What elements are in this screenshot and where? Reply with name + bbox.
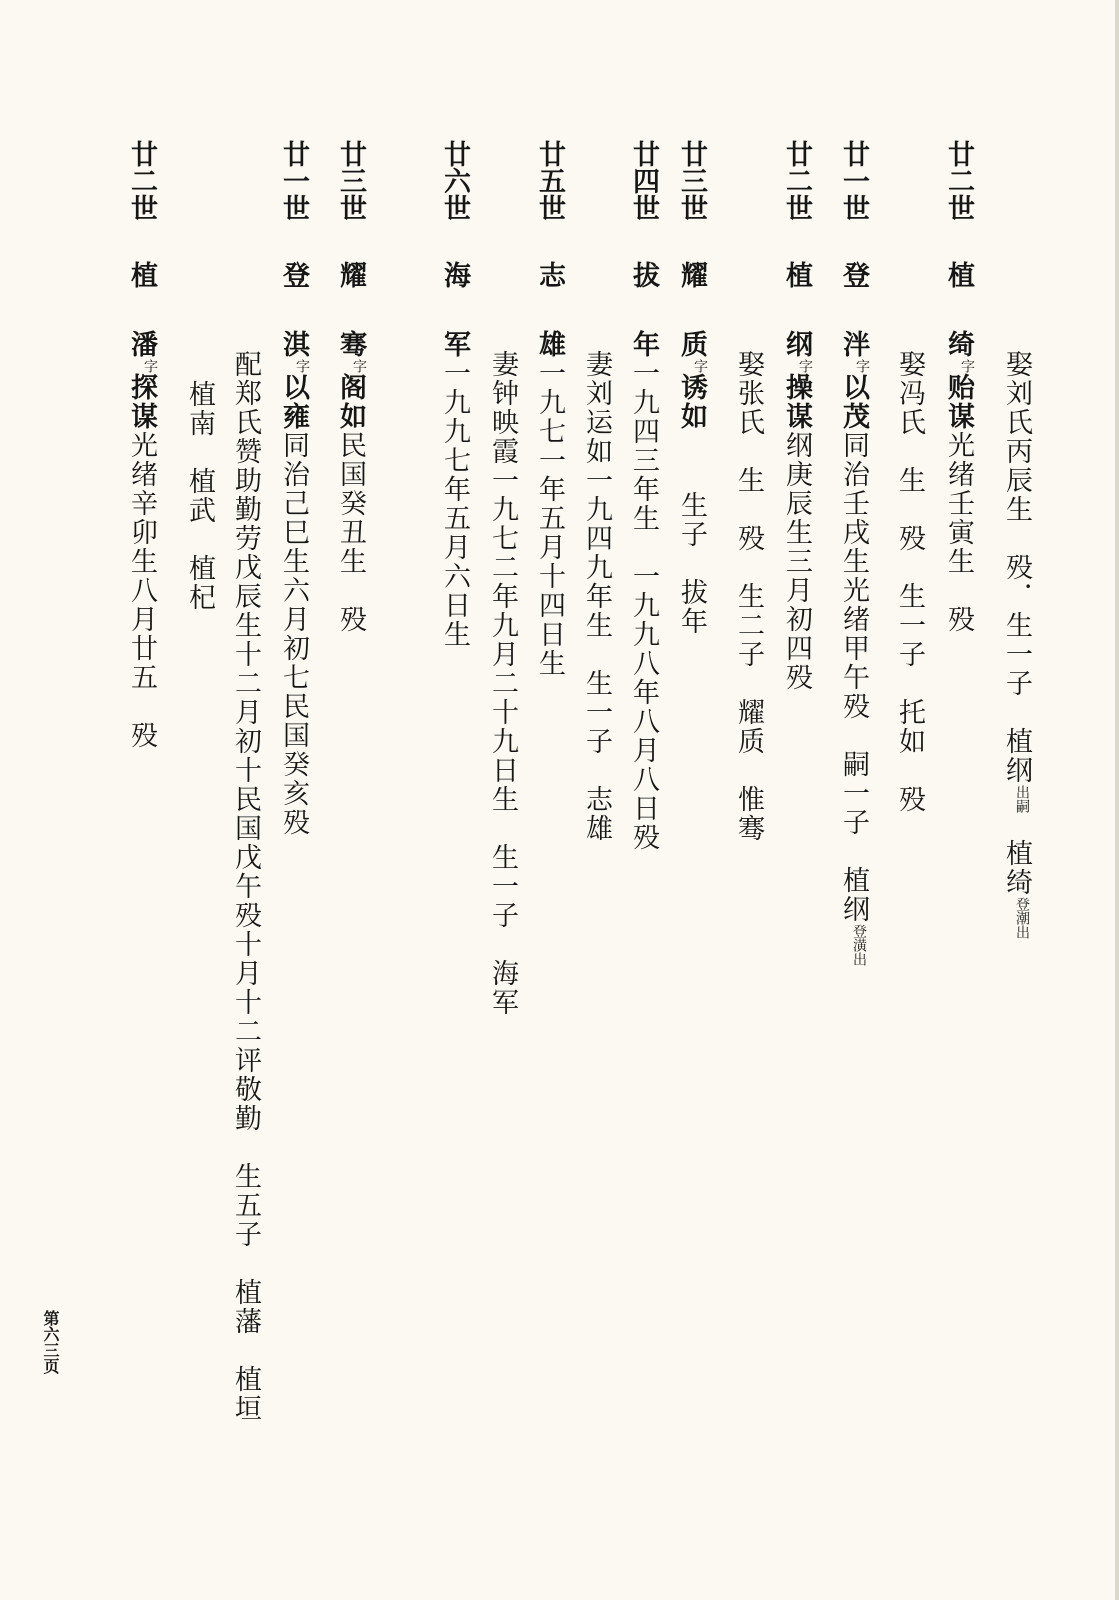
entry-2-wife <box>735 350 762 843</box>
entry-detail: 娶刘氏丙辰生 殁．生一子 植纲 <box>1001 350 1032 785</box>
page-edge <box>1115 0 1119 1600</box>
zi-marker: 字 <box>854 359 870 373</box>
entry-detail: 光绪辛卯生八月廿五 殁 <box>126 431 157 750</box>
small-note: 登潮出 <box>1014 897 1030 939</box>
parent-char: 登 <box>838 261 869 290</box>
parent-char: 植 <box>126 261 157 290</box>
parent-char: 植 <box>943 261 974 290</box>
entry-detail: 同治己巳生六月初七民国癸亥殁 <box>278 431 309 837</box>
entry-5-head <box>536 140 563 678</box>
entry-4-head <box>630 140 657 852</box>
entry-detail: 妻刘运如一九四九年生 生一子 志雄 <box>581 350 612 843</box>
courtesy-name: 诱如 <box>676 373 707 431</box>
entry-detail: 植绮 <box>1001 839 1032 897</box>
entry-detail: 纲庚辰生三月初四殁 <box>781 431 812 692</box>
person-name: 纲 <box>781 330 812 359</box>
entry-0-head <box>943 140 975 634</box>
courtesy-name: 阁如 <box>335 373 366 431</box>
entry-1-wife <box>896 350 923 814</box>
generation-label: 廿五世 <box>534 140 565 221</box>
zi-marker: 字 <box>294 359 310 373</box>
entry-8-sons <box>186 380 213 612</box>
generation-label: 廿二世 <box>781 140 812 221</box>
person-name: 军 <box>439 330 470 359</box>
zi-marker: 字 <box>351 359 367 373</box>
generation-label: 廿二世 <box>943 140 974 221</box>
small-note: 出嗣 <box>1014 785 1030 813</box>
entry-detail: 光绪壬寅生 殁 <box>943 431 974 634</box>
entry-2-head <box>781 140 813 692</box>
parent-char: 海 <box>439 261 470 290</box>
courtesy-name: 操谋 <box>781 373 812 431</box>
zi-marker: 字 <box>797 359 813 373</box>
entry-detail: 民国癸丑生 殁 <box>335 431 366 634</box>
entry-detail: 娶冯氏 生 殁 生一子 托如 殁 <box>894 350 925 814</box>
entry-5-wife <box>489 350 516 1017</box>
entry-3-head <box>676 140 708 636</box>
entry-detail: 妻钟映霞一九七二年九月二十九日生 生一子 海军 <box>487 350 518 1017</box>
person-name: 雄 <box>534 330 565 359</box>
zi-marker: 字 <box>692 359 708 373</box>
courtesy-name: 以雍 <box>278 373 309 431</box>
generation-label: 廿二世 <box>126 140 157 221</box>
entry-detail: 同治壬戌生光绪甲午殁 嗣一子 植纲 <box>838 431 869 924</box>
parent-char: 志 <box>534 261 565 290</box>
entry-detail: 娶张氏 生 殁 生二子 耀质 惟骞 <box>733 350 764 843</box>
person-name: 淇 <box>278 330 309 359</box>
person-name: 质 <box>676 330 707 359</box>
entry-8-wife <box>232 350 259 1423</box>
person-name: 泮 <box>838 330 869 359</box>
person-name: 潘 <box>126 330 157 359</box>
parent-char: 植 <box>781 261 812 290</box>
generation-label: 廿一世 <box>838 140 869 221</box>
entry-9-head <box>126 140 158 750</box>
page-number: 第六三页 <box>41 1310 60 1374</box>
entry-detail: 生子 拔年 <box>676 491 707 636</box>
zi-marker: 字 <box>959 359 975 373</box>
small-note: 登潢出 <box>851 924 867 966</box>
parent-char: 登 <box>278 261 309 290</box>
entry-detail: 一九九七年五月六日生 <box>439 359 470 649</box>
parent-char: 耀 <box>676 261 707 290</box>
generation-label: 廿三世 <box>676 140 707 221</box>
courtesy-name: 探谋 <box>126 373 157 431</box>
generation-label: 廿六世 <box>439 140 470 221</box>
entry-4-wife <box>583 350 610 843</box>
parent-char: 拔 <box>628 261 659 290</box>
courtesy-name: 以茂 <box>838 373 869 431</box>
entry-detail: 植南 植武 植杞 <box>184 380 215 612</box>
generation-label: 廿四世 <box>628 140 659 221</box>
entry-6-head <box>441 140 468 649</box>
zi-marker: 字 <box>142 359 158 373</box>
entry-7-head <box>335 140 367 634</box>
entry-0-wife <box>1003 350 1030 939</box>
parent-char: 耀 <box>335 261 366 290</box>
entry-8-head <box>278 140 310 837</box>
generation-label: 廿一世 <box>278 140 309 221</box>
person-name: 绮 <box>943 330 974 359</box>
entry-detail: 一九四三年生 一九九八年八月八日殁 <box>628 359 659 852</box>
person-name: 骞 <box>335 330 366 359</box>
courtesy-name: 贻谋 <box>943 373 974 431</box>
entry-detail: 一九七一年五月十四日生 <box>534 359 565 678</box>
entry-1-head <box>838 140 870 966</box>
person-name: 年 <box>628 330 659 359</box>
generation-label: 廿三世 <box>335 140 366 221</box>
entry-detail: 配郑氏赞助勤劳戊辰生十二月初十民国戊午殁十月十二评敬勤 生五子 植藩 植垣 <box>230 350 261 1423</box>
